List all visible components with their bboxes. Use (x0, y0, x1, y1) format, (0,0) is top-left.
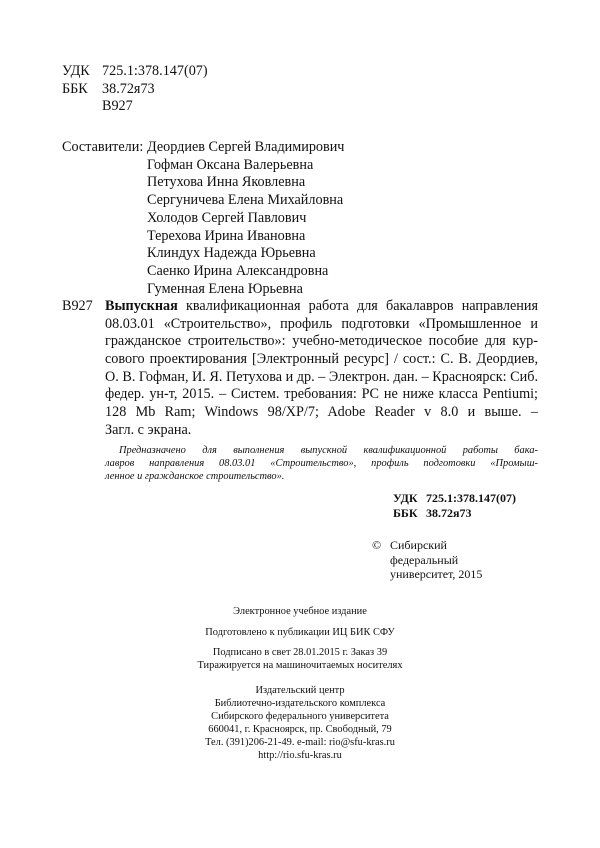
compiler-name: Петухова Инна Яковлевна (147, 174, 306, 191)
compiler-name: Терехова Ирина Ивановна (147, 227, 306, 244)
copyright-holder (390, 538, 482, 582)
bibliographic-line (105, 298, 538, 316)
publisher-url: http://rio.sfu-kras.ru (258, 750, 342, 761)
udk-label: УДК (62, 63, 90, 79)
edition-type: Электронное учебное издание (233, 606, 367, 617)
bibliographic-line: сового проектирования [Электронный ресурс] / сост.: С. В. Деордиев, (105, 351, 538, 368)
bibliographic-line: О. В. Гофман, И. Я. Петухова и др. – Электрон. дан. – Красноярск: Сиб. (105, 368, 538, 385)
publisher-line: 660041, г. Красноярск, пр. Свободный, 79 (208, 724, 392, 735)
compiler-name: Гуменная Елена Юрьевна (147, 280, 303, 297)
prepared-statement: Подготовлено к публикации ИЦ БИК СФУ (205, 627, 395, 638)
bibliographic-line: гражданское строительство»: учебно-методическое пособие для кур- (105, 333, 538, 350)
bibliographic-line1-rest: квалификационная работа для бакалавров направления (177, 298, 538, 314)
publisher-line: Библиотечно-издательского комплекса (214, 698, 386, 709)
replication-statement: Тиражируется на машиночитаемых носителях (197, 660, 403, 671)
bbk-row (62, 81, 208, 99)
copyright-line: университет, 2015 (390, 567, 483, 582)
compiler-name: Деордиев Сергей Владимирович (147, 139, 345, 155)
bibliographic-description (105, 298, 538, 440)
udk-bold-label: УДК (393, 491, 418, 505)
classification-bold-block (393, 491, 516, 520)
compiler-name: Саенко Ирина Александровна (147, 262, 329, 279)
author-sign: В927 (102, 98, 133, 115)
bbk-bold-row (393, 506, 516, 521)
bbk-bold-label: ББК (393, 505, 418, 520)
bbk-label: ББК (62, 80, 88, 97)
bibliographic-sign: В927 (62, 298, 93, 314)
bibliographic-title: Выпускная (105, 298, 178, 314)
udk-bold-row (393, 491, 516, 506)
publisher-line: Издательский центр (255, 685, 345, 696)
bibliographic-line: федер. ун-т, 2015. – Систем. требования: PC не ниже класса Pentiumi; (105, 386, 538, 403)
compilers-list (147, 139, 344, 298)
purpose-line: Предназначено для выполнения выпускной квалификационной работы бака- (119, 445, 538, 456)
bbk-value: 38.72я73 (102, 80, 155, 97)
compiler-name: Клиндух Надежда Юрьевна (147, 245, 316, 262)
bbk-bold-value: 38.72я73 (426, 505, 472, 520)
bibliographic-line: 08.03.01 «Строительство», профиль подготовки «Промышленное и (105, 315, 538, 332)
compiler-name: Сергуничева Елена Михайловна (147, 192, 344, 209)
signed-statement: Подписано в свет 28.01.2015 г. Заказ 39 (212, 647, 388, 658)
udk-value: 725.1:378.147(07) (102, 63, 208, 79)
publisher-line: Сибирского федерального университета (211, 711, 389, 722)
udk-row (62, 63, 208, 81)
author-sign-row (62, 98, 208, 116)
purpose-line: ленное и гражданское строительство». (105, 471, 285, 482)
copyright-line: Сибирский (390, 538, 447, 552)
copyright-symbol: © (372, 538, 382, 552)
compiler-name: Гофман Оксана Валерьевна (147, 156, 314, 173)
compiler-name: Холодов Сергей Павлович (147, 209, 307, 226)
udk-bold-value: 725.1:378.147(07) (426, 491, 516, 505)
bibliographic-line: Загл. с экрана. (105, 421, 192, 438)
publisher-line: Тел. (391)206-21-49. e-mail: rio@sfu-kras.ru (205, 737, 395, 748)
copyright-line: федеральный (390, 552, 459, 567)
purpose-line: лавров направления 08.03.01 «Строительство», профиль подготовки «Промыш- (105, 458, 538, 469)
compilers-label: Составители: (62, 139, 144, 155)
classification-block (62, 63, 208, 116)
publisher-block (0, 684, 600, 762)
purpose-annotation (105, 444, 538, 483)
bibliographic-line: 128 Mb Ram; Windows 98/XP/7; Adobe Reader v 8.0 и выше. – (105, 404, 538, 421)
